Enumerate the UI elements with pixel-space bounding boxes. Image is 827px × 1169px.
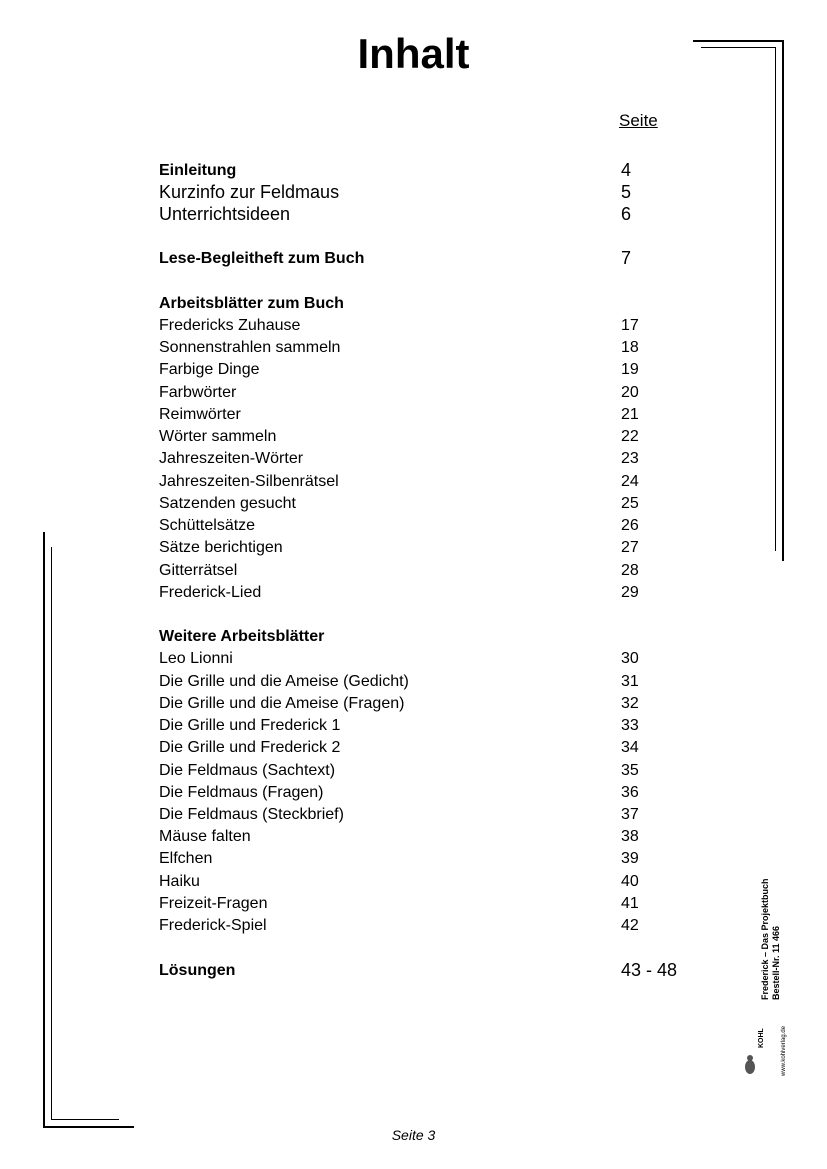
toc-page: 35 bbox=[621, 762, 639, 779]
toc-page: 32 bbox=[621, 695, 639, 712]
toc-page: 23 bbox=[621, 450, 639, 467]
page-column-header: Seite bbox=[619, 111, 658, 130]
toc-page: 40 bbox=[621, 873, 639, 890]
toc-page: 20 bbox=[621, 384, 639, 401]
publisher-logo bbox=[742, 1010, 786, 1080]
toc-page: 38 bbox=[621, 828, 639, 845]
toc-page: 6 bbox=[621, 204, 632, 224]
toc-page: 28 bbox=[621, 562, 639, 579]
toc-label: Farbige Dinge bbox=[159, 361, 260, 378]
toc-page: 41 bbox=[621, 895, 639, 912]
toc-page: 43 - 48 bbox=[621, 960, 678, 980]
toc-label: Leo Lionni bbox=[159, 650, 233, 667]
frame-line bbox=[51, 547, 52, 1120]
frame-line bbox=[43, 532, 45, 1128]
book-title: Frederick – Das Projektbuch bbox=[760, 878, 770, 1000]
toc-label: Gitterrätsel bbox=[159, 562, 238, 579]
toc-page: 17 bbox=[621, 317, 639, 334]
toc-label: Die Feldmaus (Steckbrief) bbox=[159, 806, 344, 823]
frame-line bbox=[693, 40, 784, 42]
toc-page: 5 bbox=[621, 182, 632, 202]
toc-label: Wörter sammeln bbox=[159, 428, 277, 445]
frame-line bbox=[51, 1119, 119, 1120]
toc-label: Jahreszeiten-Silbenrätsel bbox=[159, 473, 339, 490]
toc-label: Frederick-Spiel bbox=[159, 917, 267, 934]
toc-label: Haiku bbox=[159, 873, 200, 890]
toc-page: 7 bbox=[621, 248, 632, 268]
toc-label: Reimwörter bbox=[159, 406, 241, 423]
toc-page: 42 bbox=[621, 917, 639, 934]
toc-label: Die Grille und Frederick 2 bbox=[159, 739, 341, 756]
toc-page: 18 bbox=[621, 339, 639, 356]
toc-label: Weitere Arbeitsblätter bbox=[159, 628, 325, 645]
toc-label: Sätze berichtigen bbox=[159, 539, 283, 556]
toc-label: Farbwörter bbox=[159, 384, 237, 401]
frame-line bbox=[775, 47, 776, 551]
toc-label: Elfchen bbox=[159, 850, 213, 867]
toc-label: Die Grille und die Ameise (Gedicht) bbox=[159, 673, 409, 690]
toc-label: Fredericks Zuhause bbox=[159, 317, 301, 334]
mouse-logo-icon bbox=[742, 1010, 786, 1080]
toc-page: 4 bbox=[621, 160, 632, 180]
toc-label: Frederick-Lied bbox=[159, 584, 262, 601]
toc-page: 22 bbox=[621, 428, 639, 445]
toc-page: 33 bbox=[621, 717, 639, 734]
order-number: Bestell-Nr. 11 466 bbox=[771, 925, 781, 1000]
toc-page: 21 bbox=[621, 406, 639, 423]
toc-page: 26 bbox=[621, 517, 639, 534]
toc-label: Freizeit-Fragen bbox=[159, 895, 268, 912]
toc-label: Jahreszeiten-Wörter bbox=[159, 450, 304, 467]
toc-label: Die Feldmaus (Fragen) bbox=[159, 784, 324, 801]
toc-label: Lösungen bbox=[159, 962, 236, 979]
toc-label: Mäuse falten bbox=[159, 828, 251, 845]
frame-line bbox=[701, 47, 776, 48]
toc-page: 25 bbox=[621, 495, 639, 512]
toc-label: Die Grille und die Ameise (Fragen) bbox=[159, 695, 405, 712]
toc-label: Unterrichtsideen bbox=[159, 204, 291, 224]
page-title: Inhalt bbox=[357, 30, 470, 77]
publisher-name: KOHL bbox=[758, 1028, 765, 1048]
page-footer: Seite 3 bbox=[391, 1127, 436, 1143]
publisher-imprint bbox=[760, 840, 782, 1000]
toc-page: 30 bbox=[621, 650, 639, 667]
frame-line bbox=[782, 40, 784, 561]
toc-page: 31 bbox=[621, 673, 639, 690]
toc-page: 24 bbox=[621, 473, 639, 490]
toc-page: 34 bbox=[621, 739, 639, 756]
publisher-website: www.kohlverlag.de bbox=[781, 1025, 787, 1076]
toc-page: 36 bbox=[621, 784, 639, 801]
toc-label: Lese-Begleitheft zum Buch bbox=[159, 250, 365, 267]
toc-label: Die Grille und Frederick 1 bbox=[159, 717, 341, 734]
toc-page: 37 bbox=[621, 806, 639, 823]
toc-label: Kurzinfo zur Feldmaus bbox=[159, 182, 340, 202]
toc-page: 19 bbox=[621, 361, 639, 378]
toc-page: 39 bbox=[621, 850, 639, 867]
toc-label: Arbeitsblätter zum Buch bbox=[159, 295, 344, 312]
toc-label: Schüttelsätze bbox=[159, 517, 256, 534]
toc-label: Satzenden gesucht bbox=[159, 495, 296, 512]
toc-label: Einleitung bbox=[159, 162, 237, 179]
toc-page: 29 bbox=[621, 584, 639, 601]
toc-label: Sonnenstrahlen sammeln bbox=[159, 339, 341, 356]
toc-page: 27 bbox=[621, 539, 639, 556]
toc-label: Die Feldmaus (Sachtext) bbox=[159, 762, 336, 779]
